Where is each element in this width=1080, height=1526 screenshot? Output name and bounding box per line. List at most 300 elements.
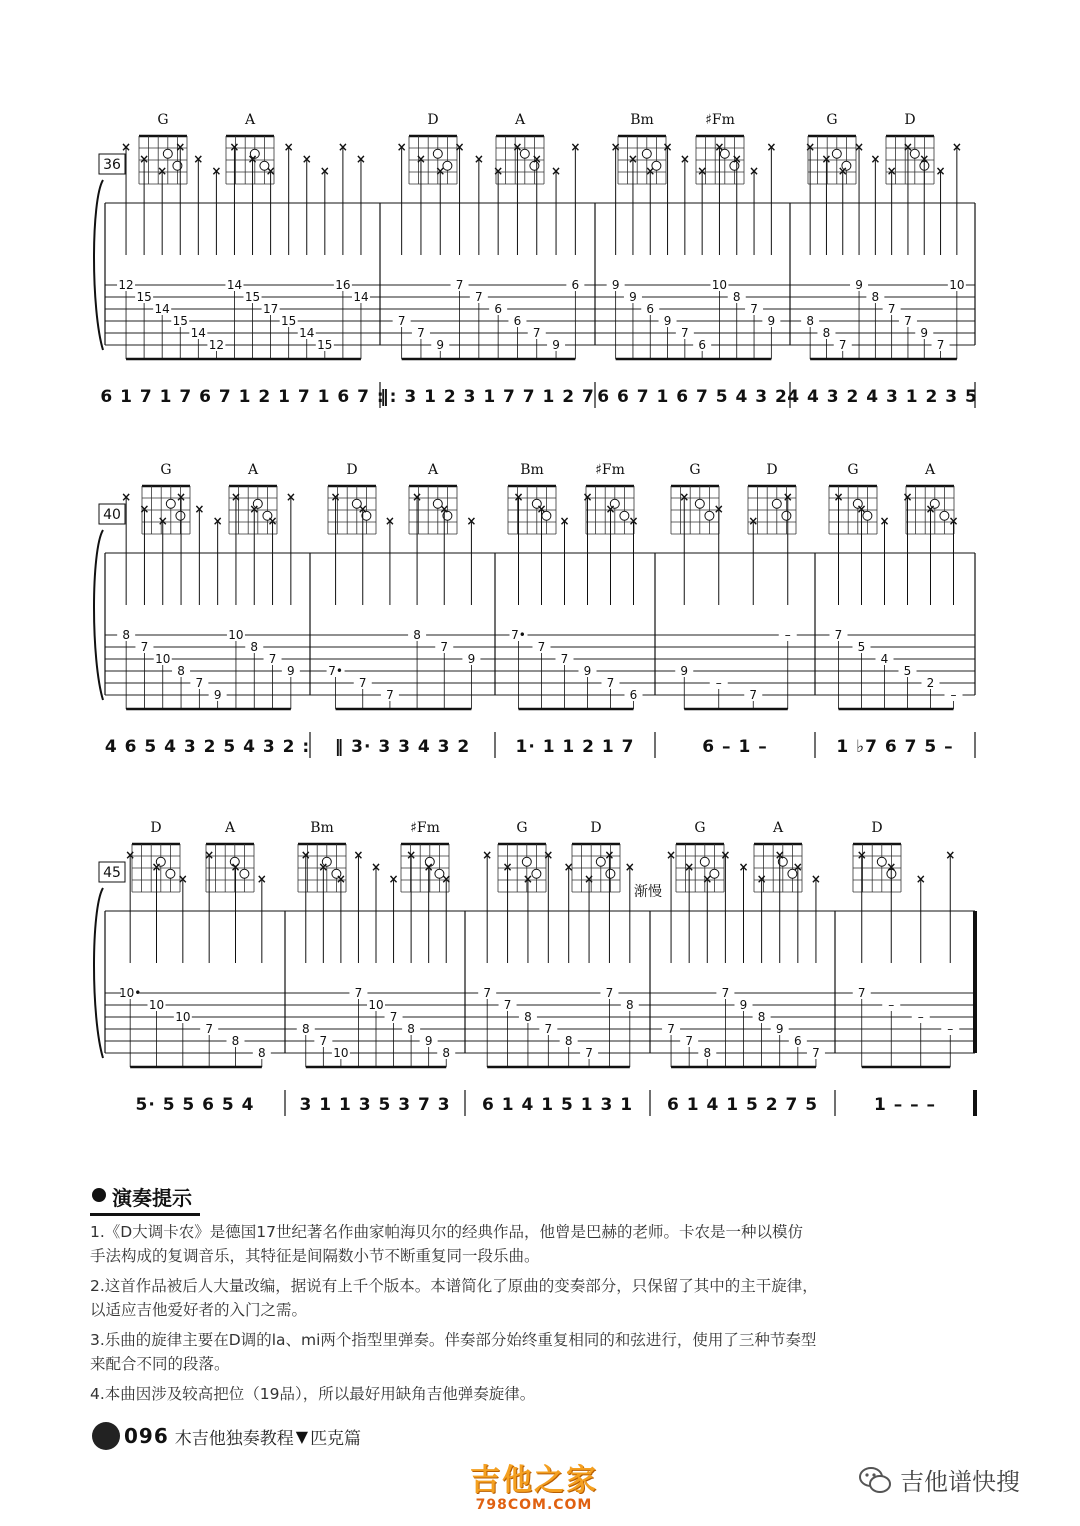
chord-name: A <box>247 462 259 478</box>
jianpu-measure: 6 6 7 1 6 7 5 4 3 2 <box>597 387 788 407</box>
strum-mark: × <box>493 164 504 178</box>
tab-note: 7 <box>354 986 363 1000</box>
strum-mark: × <box>610 140 621 154</box>
account-watermark <box>858 1462 1020 1497</box>
jianpu-measure: 6 1 4 1 5 1 3 1 <box>481 1095 634 1115</box>
tab-note: 7 <box>606 676 615 690</box>
tab-note: 6 <box>794 1034 802 1048</box>
chord-diagram <box>618 112 666 184</box>
strum-mark: × <box>697 164 708 178</box>
tab-note: 6 <box>494 302 502 316</box>
tab-note: 7 <box>537 640 546 654</box>
measure-number: 45 <box>103 865 121 881</box>
finger-dot <box>166 869 175 878</box>
tips-line: 手法构成的复调音乐，其特征是间隔数小节不断重复同一段乐曲。 <box>90 1247 540 1265</box>
jianpu-measure: ‖: 3 1 2 3 1 7 7 1 2 7 <box>380 387 595 407</box>
strum-mark: × <box>856 502 867 516</box>
tab-note: 7 <box>389 1010 398 1024</box>
page-number: 096 <box>124 1424 169 1448</box>
tips-line: 以适应吉他爱好者的入门之需。 <box>90 1301 308 1319</box>
tab-note: 4 <box>880 652 889 666</box>
strum-mark: × <box>782 490 793 504</box>
tab-note: 9 <box>213 688 222 702</box>
strum-mark: × <box>175 140 186 154</box>
tips-line: 3.乐曲的旋律主要在D调的la、mi两个指型里弹奏。伴奏部分始终重复相同的和弦进行，使用了三种节奏型 <box>90 1331 817 1349</box>
finger-dot <box>642 149 651 158</box>
tab-note: 7 <box>532 326 541 340</box>
strum-mark: × <box>473 152 484 166</box>
tab-note: 7 <box>904 314 912 328</box>
tab-note: 9 <box>424 1034 433 1048</box>
strum-mark: × <box>319 164 330 178</box>
strum-mark: × <box>731 152 742 166</box>
jianpu-measure: 1 – – – <box>873 1095 937 1115</box>
tab-note: 8 <box>732 290 741 304</box>
tab-note: 9 <box>583 664 592 678</box>
tab-note: 7 <box>560 652 569 666</box>
tab-note: 7 <box>195 676 204 690</box>
chord-name: A <box>772 820 784 836</box>
tab-note: 10 <box>368 998 384 1012</box>
tab-note: 15 <box>244 290 261 304</box>
chord-name: ♯Fm <box>410 820 440 836</box>
strum-mark: × <box>902 140 913 154</box>
strum-mark: × <box>454 140 465 154</box>
finger-dot <box>433 149 442 158</box>
chord-name: A <box>244 112 256 128</box>
strum-mark: × <box>176 490 187 504</box>
system-brace <box>94 888 103 1058</box>
tab-note: 7 <box>386 688 394 702</box>
strum-mark: × <box>230 490 241 504</box>
strum-mark: × <box>919 152 930 166</box>
strum-mark: × <box>330 490 341 504</box>
finger-dot <box>782 511 791 520</box>
finger-dot <box>240 869 249 878</box>
strum-mark: × <box>388 872 399 886</box>
chord-name: D <box>150 820 162 836</box>
strum-mark: × <box>605 502 616 516</box>
tab-note: 9 <box>680 664 689 678</box>
strum-mark: × <box>536 502 547 516</box>
finger-dot <box>772 499 781 508</box>
tab-note: 8 <box>258 1046 266 1060</box>
strum-mark: × <box>854 140 865 154</box>
jianpu-measure: 5· 5 5 6 5 4 <box>135 1095 255 1115</box>
tab-note: 2 <box>926 676 935 690</box>
guitar-logo-icon <box>92 1422 120 1450</box>
strum-mark: × <box>139 152 150 166</box>
strum-mark: × <box>441 872 452 886</box>
tab-note: 8 <box>122 628 130 642</box>
tab-note: – <box>947 1022 954 1036</box>
strum-mark: × <box>627 152 638 166</box>
chord-diagram <box>808 112 856 184</box>
chord-name: Bm <box>310 820 334 836</box>
chord-name: Bm <box>520 462 544 478</box>
tab-note: – <box>950 688 957 702</box>
tab-note: 8 <box>177 664 185 678</box>
tips-line: 来配合不同的段落。 <box>90 1355 230 1373</box>
strum-mark: × <box>702 872 713 886</box>
strum-mark: × <box>774 848 785 862</box>
tab-note: 7 <box>397 314 406 328</box>
strum-mark: × <box>563 860 574 874</box>
tab-note: 7 <box>685 1034 693 1048</box>
tab-note: 8 <box>757 1010 766 1024</box>
tab-note: 6 <box>513 314 522 328</box>
strum-mark: × <box>756 872 767 886</box>
tab-note: 7• <box>328 664 343 678</box>
strum-mark: × <box>466 514 477 528</box>
account-name: 吉他谱快搜 <box>900 1468 1020 1496</box>
chord-name: G <box>157 112 169 128</box>
tab-note: 10 <box>228 628 244 642</box>
tab-note: 7 <box>475 290 483 304</box>
tempo-mark: 渐慢 <box>634 884 662 900</box>
tab-note: 7 <box>483 986 492 1000</box>
tab-note: 9 <box>287 664 295 678</box>
tab-note: 7• <box>511 628 526 642</box>
chord-name: ♯Fm <box>595 462 625 478</box>
finger-dot <box>163 149 172 158</box>
tab-note: 9 <box>552 338 560 352</box>
chord-name: G <box>847 462 859 478</box>
strum-mark: × <box>415 152 426 166</box>
measure-number: 40 <box>103 507 121 523</box>
strum-mark: × <box>870 152 881 166</box>
tab-note: 8 <box>413 628 421 642</box>
jianpu-measure: 4 6 5 4 3 2 5 4 3 2 : <box>104 737 311 757</box>
tab-note: 9 <box>739 998 748 1012</box>
finger-dot <box>606 869 615 878</box>
strum-mark: × <box>412 490 423 504</box>
tab-note: 14 <box>299 326 315 340</box>
strum-mark: × <box>837 164 848 178</box>
tab-note: 14 <box>190 326 206 340</box>
pick-icon: ▼ <box>295 1426 309 1446</box>
chord-name: A <box>427 462 439 478</box>
chord-name: G <box>689 462 701 478</box>
strum-mark: × <box>193 152 204 166</box>
tab-note: 17 <box>262 302 279 316</box>
chord-name: D <box>346 462 358 478</box>
tab-note: 9 <box>629 290 637 304</box>
strum-mark: × <box>624 860 635 874</box>
tab-note: 8 <box>231 1034 240 1048</box>
tab-note: 7 <box>440 640 449 654</box>
chord-name: ♯Fm <box>705 112 735 128</box>
page-footer <box>92 1422 361 1450</box>
strum-mark: × <box>121 140 132 154</box>
tab-note: 16 <box>335 278 351 292</box>
tab-note: 7 <box>140 640 149 654</box>
strum-mark: × <box>628 514 639 528</box>
tab-note: 10 <box>333 1046 349 1060</box>
chord-name: A <box>514 112 526 128</box>
strum-mark: × <box>805 140 816 154</box>
tab-note: 10 <box>711 278 728 292</box>
strum-mark: × <box>821 152 832 166</box>
tab-note: 7 <box>205 1022 213 1036</box>
strum-mark: × <box>157 164 168 178</box>
finger-dot <box>700 857 709 866</box>
strum-mark: × <box>662 140 673 154</box>
strum-mark: × <box>139 502 150 516</box>
strum-mark: × <box>384 514 395 528</box>
tab-note: 9 <box>855 278 863 292</box>
tab-note: 9 <box>775 1022 784 1036</box>
measure-number: 36 <box>103 157 121 173</box>
chord-name: G <box>694 820 706 836</box>
chord-name: A <box>224 820 236 836</box>
tab-note: 7 <box>721 986 730 1000</box>
site-watermark <box>470 1455 598 1513</box>
tab-note: 7 <box>455 278 464 292</box>
strum-mark: × <box>666 848 677 862</box>
strum-mark: × <box>357 502 368 516</box>
strum-mark: × <box>212 514 223 528</box>
tab-note: 7 <box>585 1046 593 1060</box>
book-title: 木吉他独奏教程 <box>174 1428 294 1449</box>
tab-note: 9 <box>436 338 445 352</box>
strum-mark: × <box>679 152 690 166</box>
strum-mark: × <box>194 502 205 516</box>
strum-mark: × <box>439 502 450 516</box>
site-name: 吉他之家 <box>470 1463 598 1498</box>
tab-note: 7 <box>936 338 945 352</box>
finger-dot <box>705 511 714 520</box>
strum-mark: × <box>265 164 276 178</box>
tab-note: 9 <box>467 652 476 666</box>
tab-note: 7 <box>544 1022 553 1036</box>
tab-note: 7 <box>605 986 614 1000</box>
tab-note: 8 <box>564 1034 573 1048</box>
strum-mark: × <box>229 140 240 154</box>
chord-name: D <box>871 820 883 836</box>
jianpu-measure: 6 1 7 1 7 6 7 1 2 1 7 1 6 7 : <box>100 387 385 407</box>
tab-note: 7 <box>887 302 896 316</box>
finger-dot <box>522 857 531 866</box>
strum-mark: × <box>301 152 312 166</box>
tab-note: 12 <box>118 278 134 292</box>
strum-mark: × <box>318 860 329 874</box>
finger-dot <box>176 511 185 520</box>
tab-note: 7 <box>750 302 758 316</box>
strum-mark: × <box>886 164 897 178</box>
strum-mark: × <box>582 490 593 504</box>
strum-mark: × <box>355 152 366 166</box>
strum-mark: × <box>247 152 258 166</box>
chord-diagram <box>409 112 457 184</box>
tab-note: 5 <box>857 640 866 654</box>
tab-note: 10 <box>949 278 965 292</box>
tab-note: 15 <box>172 314 188 328</box>
strum-mark: × <box>335 872 346 886</box>
strum-mark: × <box>879 514 890 528</box>
jianpu-measure: 1 ♭7 6 7 5 – <box>836 737 954 757</box>
tab-note: 10 <box>175 1010 191 1024</box>
strum-mark: × <box>513 490 524 504</box>
strum-mark: × <box>559 514 570 528</box>
tab-note: – <box>784 628 791 642</box>
tab-note: 10 <box>148 998 165 1012</box>
strum-mark: × <box>935 164 946 178</box>
tab-note: 8 <box>524 1010 532 1024</box>
tab-note: 7 <box>838 338 847 352</box>
strum-mark: × <box>645 164 656 178</box>
tab-note: 9 <box>663 314 672 328</box>
strum-mark: × <box>512 140 523 154</box>
strum-mark: × <box>121 490 132 504</box>
tab-note: 6 <box>646 302 655 316</box>
strum-mark: × <box>267 514 278 528</box>
tab-note: 7 <box>749 688 758 702</box>
strum-mark: × <box>337 140 348 154</box>
tab-note: 7 <box>857 986 866 1000</box>
strum-mark: × <box>256 872 267 886</box>
strum-mark: × <box>720 848 731 862</box>
strum-mark: × <box>749 164 760 178</box>
strum-mark: × <box>902 490 913 504</box>
tab-note: 5 <box>903 664 912 678</box>
strum-mark: × <box>856 848 867 862</box>
site-url: 798COM.COM <box>475 1497 593 1513</box>
strum-mark: × <box>915 872 926 886</box>
tab-note: 14 <box>353 290 369 304</box>
strum-mark: × <box>714 140 725 154</box>
strum-mark: × <box>713 502 724 516</box>
finger-dot <box>695 499 704 508</box>
strum-mark: × <box>406 848 417 862</box>
strum-mark: × <box>285 490 296 504</box>
strum-mark: × <box>230 860 241 874</box>
strum-mark: × <box>353 848 364 862</box>
strum-mark: × <box>948 514 959 528</box>
chord-name: Bm <box>630 112 654 128</box>
strum-mark: × <box>204 848 215 862</box>
tab-note: 7 <box>417 326 425 340</box>
strum-mark: × <box>604 848 615 862</box>
chord-name: D <box>590 820 602 836</box>
tab-note: 7 <box>358 676 367 690</box>
finger-dot <box>877 857 886 866</box>
strum-mark: × <box>679 490 690 504</box>
strum-mark: × <box>551 164 562 178</box>
tab-note: 8 <box>250 640 259 654</box>
tips-line: 1.《D大调卡农》是德国17世纪著名作曲家帕海贝尔的经典作品，他曾是巴赫的老师。卡农是一种以模仿 <box>90 1223 803 1241</box>
wechat-icon <box>858 1465 892 1495</box>
tab-note: 7 <box>681 326 689 340</box>
chord-name: A <box>924 462 936 478</box>
jianpu-measure: 6 1 4 1 5 2 7 5 <box>666 1095 819 1115</box>
tab-note: 8 <box>407 1022 415 1036</box>
chord-name: G <box>516 820 528 836</box>
tab-note: 7 <box>812 1046 820 1060</box>
jianpu-measure: 3 1 1 3 5 3 7 3 <box>299 1095 451 1115</box>
strum-mark: × <box>531 152 542 166</box>
strum-mark: × <box>300 848 311 862</box>
tab-note: 9 <box>920 326 929 340</box>
tab-note: 8 <box>806 314 814 328</box>
tab-note: 6 <box>698 338 706 352</box>
finger-dot <box>832 149 841 158</box>
jianpu-measure: 1· 1 1 2 1 7 <box>515 737 635 757</box>
system-brace <box>94 530 103 700</box>
strum-mark: × <box>249 502 260 516</box>
tab-note: – <box>715 676 722 690</box>
chord-diagram <box>676 820 724 892</box>
tab-note: – <box>917 1010 924 1024</box>
strum-mark: × <box>435 164 446 178</box>
chord-name: D <box>427 112 439 128</box>
tips-line: 2.这首作品被后人大量改编，据说有上千个版本。本谱简化了原曲的变奏部分，只保留了其中的主干旋律， <box>90 1277 818 1295</box>
chord-name: D <box>766 462 778 478</box>
strum-mark: × <box>370 860 382 874</box>
strum-mark: × <box>738 860 749 874</box>
finger-dot <box>532 869 541 878</box>
tab-note: 8 <box>442 1046 451 1060</box>
jianpu-measure: 6 – 1 – <box>702 737 768 757</box>
chord-diagram <box>671 462 719 534</box>
tips-heading: 演奏提示 <box>90 1180 200 1216</box>
jianpu-measure: 4 4 3 2 4 3 1 2 3 5 <box>787 387 978 407</box>
strum-mark: × <box>584 872 595 886</box>
tab-note: 6 <box>571 278 580 292</box>
chord-name: D <box>904 112 916 128</box>
tab-note: – <box>888 998 895 1012</box>
book-subtitle: 匹克篇 <box>310 1428 362 1449</box>
strum-mark: × <box>925 502 936 516</box>
strum-mark: × <box>177 872 188 886</box>
tab-note: 8 <box>871 290 880 304</box>
jianpu-measure: ‖ 3· 3 3 4 3 2 <box>334 737 471 757</box>
tab-note: 9 <box>767 314 776 328</box>
strum-mark: × <box>502 860 513 874</box>
tab-note: 14 <box>226 278 243 292</box>
strum-mark: × <box>151 860 162 874</box>
tab-note: 7 <box>834 628 843 642</box>
strum-mark: × <box>792 860 803 874</box>
tab-note: 12 <box>208 338 225 352</box>
tab-note: 15 <box>136 290 152 304</box>
strum-mark: × <box>945 848 956 862</box>
strum-mark: × <box>570 140 581 154</box>
tab-note: 8 <box>625 998 634 1012</box>
tips-line: 4.本曲因涉及较高把位（19品），所以最好用缺角吉他弹奏旋律。 <box>90 1385 536 1403</box>
system-brace <box>94 180 103 350</box>
strum-mark: × <box>766 140 777 154</box>
strum-mark: × <box>423 860 434 874</box>
strum-mark: × <box>543 848 554 862</box>
strum-mark: × <box>157 514 168 528</box>
tab-note: 10• <box>118 986 142 1000</box>
strum-mark: × <box>211 164 222 178</box>
tab-note: 6 <box>629 688 638 702</box>
tab-note: 7 <box>667 1022 675 1036</box>
strum-mark: × <box>810 872 821 886</box>
tab-note: 7 <box>503 998 512 1012</box>
tab-note: 8 <box>301 1022 310 1036</box>
performance-tips <box>90 1180 990 1408</box>
strum-mark: × <box>684 860 695 874</box>
strum-mark: × <box>482 848 493 862</box>
chord-name: G <box>160 462 172 478</box>
tab-note: 15 <box>317 338 333 352</box>
strum-mark: × <box>951 140 962 154</box>
tab-note: 10 <box>155 652 171 666</box>
strum-mark: × <box>748 514 759 528</box>
